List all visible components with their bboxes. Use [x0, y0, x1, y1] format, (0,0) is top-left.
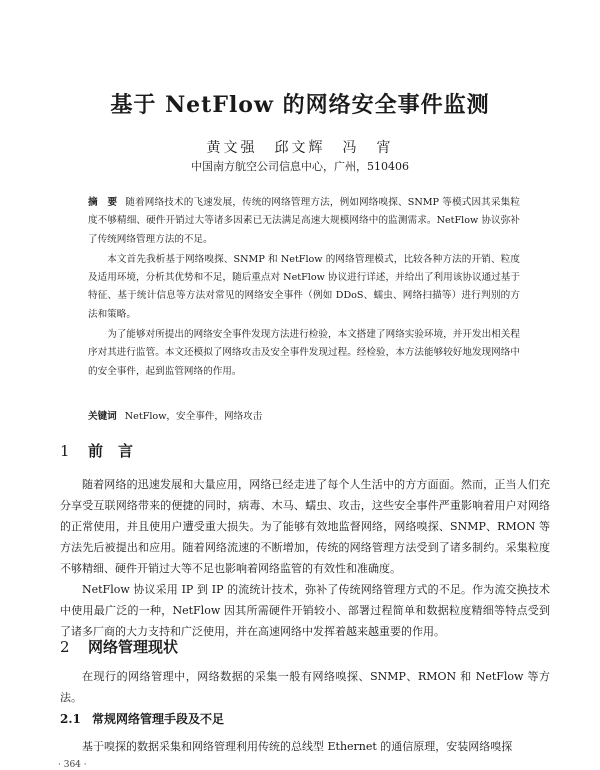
section-body [60, 474, 550, 642]
keywords [88, 409, 520, 425]
body-paragraph: 随着网络的迅速发展和大量应用，网络已经走进了每个人生活中的方方面面。然而，正当人们充分享受互联网络带来的便捷的同时，病毒、木马、蠕虫、攻击，这些安全事件严重影响着用户对网络的正常使用，并且使用户遭受重大损失。为了能够有效地监督网络，网络嗅探、SNMP、RMON 等方法先后被提出和应用。随着网络流速的不断增加，传统的网络管理方法受到了诸多制约。采集粒度不够精细、硬件开销过大等不足也影响着网络监管的有效性和准确度。 [60, 478, 550, 575]
section-number: 2 [60, 638, 70, 656]
section-title: 网络管理现状 [88, 638, 179, 656]
paper-title: 基于 NetFlow 的网络安全事件监测 [110, 92, 490, 118]
abstract-paragraph: 为了能够对所提出的网络安全事件发现方法进行检验，本文搭建了网络实验环境，并开发出相关程序对其进行监管。本文还模拟了网络攻击及安全事件发现过程。经检验，本方法能够较好地发现网络中的安全事件，起到监管网络的作用。 [88, 329, 520, 377]
paper-authors: 黄文强 邱文辉 冯 宵 [206, 140, 394, 156]
abstract [88, 194, 520, 383]
subsection-number: 2.1 [60, 712, 81, 726]
page-number: · 364 · [58, 760, 87, 770]
keywords-label: 关键词 [88, 411, 117, 422]
body-paragraph: 在现行的网络管理中，网络数据的采集一般有网络嗅探、SNMP、RMON 和 NetFlow 等方法。 [60, 670, 550, 704]
abstract-paragraph: 本文首先我析基于网络嗅探、SNMP 和 NetFlow 的网络管理模式，比较各种方法的开销、粒度及适用环境，分析其优势和不足，随后重点对 NetFlow 协议进行详述，并给出了利用该协议通过基于特征、基于统计信息等方法对常见的网络安全事件（例如 DDoS、蠕虫、网络扫描等）进行判别的方法和策略。 [88, 253, 520, 320]
section-heading [60, 636, 178, 657]
body-paragraph: NetFlow 协议采用 IP 到 IP 的流统计技术，弥补了传统网络管理方式的不足。作为流交换技术中使用最广泛的一种，NetFlow 因其所需硬件开销较小、部署过程简单和数据粒度精细等特点受到了诸多厂商的大力支持和广泛使用，并在高速网络中发挥着越来越重要的作用。 [60, 583, 550, 638]
section-heading [60, 440, 133, 461]
section-body [60, 736, 550, 757]
subsection-title: 常规网络管理手段及不足 [92, 712, 225, 726]
section-number: 1 [60, 442, 70, 460]
abstract-paragraph: 摘 要 随着网络技术的飞速发展，传统的网络管理方法，例如网络嗅探、SNMP 等模式因其采集粒度不够精细、硬件开销过大等诸多因素已无法满足高速大规模网络中的监测需求。NetFlow 协议弥补了传统网络管理方法的不足。 [88, 197, 521, 245]
section-body [60, 666, 550, 708]
keywords-text: NetFlow，安全事件，网络攻击 [124, 411, 263, 422]
paper-affiliation: 中国南方航空公司信息中心，广州，510406 [191, 160, 409, 173]
abstract-label: 摘 要 [88, 197, 118, 208]
body-paragraph: 基于嗅探的数据采集和网络管理利用传统的总线型 Ethernet 的通信原理，安装网络嗅探 [82, 740, 513, 753]
section-title: 前 言 [88, 442, 134, 460]
subsection-heading [60, 710, 224, 727]
